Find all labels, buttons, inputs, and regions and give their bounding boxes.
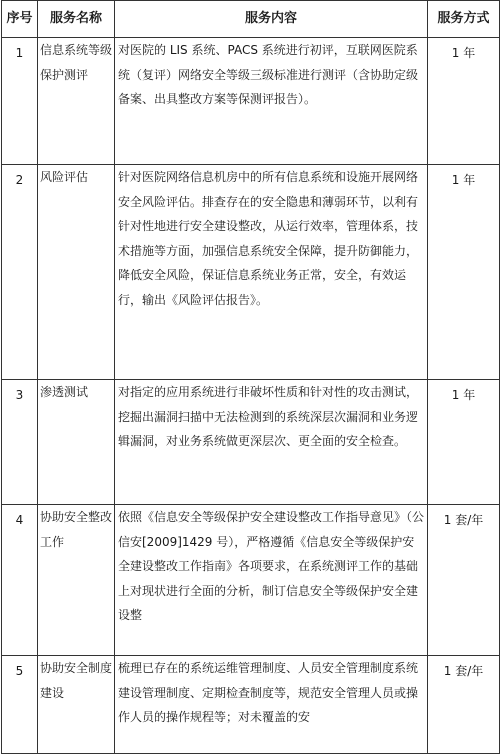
row-content: 对医院的 LIS 系统、PACS 系统进行初评，互联网医院系统（复评）网络安全等级三级标准进行测评（含协助定级备案、出具整改方案等保测评报告）。	[115, 38, 428, 165]
table-row	[2, 656, 500, 754]
row-name: 风险评估	[38, 165, 115, 380]
row-no: 1	[2, 38, 38, 165]
table-row	[2, 505, 500, 656]
row-content: 依照《信息安全等级保护安全建设整改工作指导意见》（公信安[2009]1429 号），严格遵循《信息安全等级保护安全建设整改工作指南》各项要求，在系统测评工作的基础上对现状进行全面的分析，制订信息安全等级保护安全建设整	[115, 505, 428, 656]
row-mode: 1 年	[428, 38, 500, 165]
table-row	[2, 38, 500, 165]
row-mode: 1 套/年	[428, 656, 500, 754]
row-mode: 1 年	[428, 380, 500, 505]
row-content: 针对医院网络信息机房中的所有信息系统和设施开展网络安全风险评估。排查存在的安全隐患和薄弱环节，以利有针对性地进行安全建设整改，从运行效率，管理体系，技术措施等方面，加强信息系统安全保障，提升防御能力，降低安全风险，保证信息系统业务正常，安全，有效运行，输出《风险评估报告》。	[115, 165, 428, 380]
row-no: 4	[2, 505, 38, 656]
service-table	[1, 0, 500, 754]
header-row	[2, 1, 500, 38]
row-name: 协助安全制度建设	[38, 656, 115, 754]
header-name: 服务名称	[38, 1, 115, 38]
table-row	[2, 380, 500, 505]
table-row	[2, 165, 500, 380]
header-content: 服务内容	[115, 1, 428, 38]
row-mode: 1 年	[428, 165, 500, 380]
row-no: 2	[2, 165, 38, 380]
row-name: 渗透测试	[38, 380, 115, 505]
row-name: 信息系统等级保护测评	[38, 38, 115, 165]
row-content: 梳理已存在的系统运维管理制度、人员安全管理制度系统建设管理制度、定期检查制度等，规范安全管理人员或操作人员的操作规程等；对未覆盖的安	[115, 656, 428, 754]
header-no: 序号	[2, 1, 38, 38]
row-no: 5	[2, 656, 38, 754]
header-mode: 服务方式	[428, 1, 500, 38]
row-no: 3	[2, 380, 38, 505]
row-content: 对指定的应用系统进行非破坏性质和针对性的攻击测试，挖掘出漏洞扫描中无法检测到的系统深层次漏洞和业务逻辑漏洞，对业务系统做更深层次、更全面的安全检查。	[115, 380, 428, 505]
row-name: 协助安全整改工作	[38, 505, 115, 656]
row-mode: 1 套/年	[428, 505, 500, 656]
